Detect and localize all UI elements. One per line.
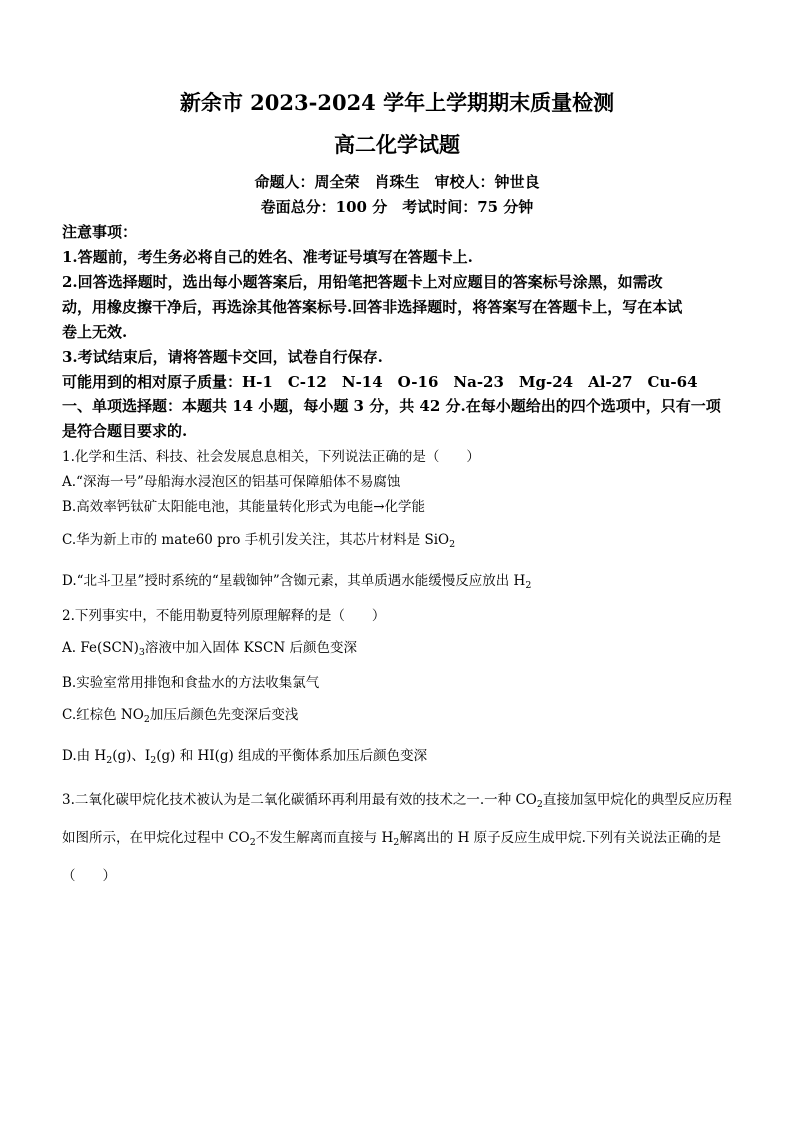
q2-option-d: D.由 $H_2(g)$、$I_2(g)$ 和 HI(g) 组成的平衡体系加压后颜色变深 (62, 748, 428, 766)
q2-stem: 2.下列事实中，不能用勒夏特列原理解释的是（ ） (62, 608, 386, 624)
q2-option-c: C.红棕色 $NO_2$加压后颜色先变深后变浅 (62, 707, 299, 725)
notes-heading: 注意事项： (62, 223, 138, 241)
q1-option-b: B.高效率钙钛矿太阳能电池，其能量转化形式为电能→化学能 (62, 499, 426, 515)
section-1-heading: 一、单项选择题：本题共 14 小题，每小题 3 分，共 42 分.在每小题给出的四个选项中，只有一项是符合题目要求的. (62, 397, 721, 440)
q1-option-d: D.“北斗卫星”授时系统的“星载铷钟”含铷元素，其单质遇水能缓慢反应放出 $H_2$ (62, 573, 532, 591)
note-item-3: 3.考试结束后，请将答题卡交回，试卷自行保存. (62, 348, 383, 366)
q1-stem: 1.化学和生活、科技、社会发展息息相关，下列说法正确的是（ ） (62, 449, 480, 465)
exam-title: 新余市 2023-2024 学年上学期期末质量检测 (179, 90, 615, 115)
atomic-masses: 可能用到的相对原子质量：H-1 C-12 N-14 O-16 Na-23 Mg-24 Al-27 Cu-64 (62, 373, 698, 391)
note-item-2-line-2: 动，用橡皮擦干净后，再选涂其他答案标号.回答非选择题时，将答案写在答题卡上，写在本试 (62, 298, 683, 316)
q2-option-a: A. $Fe(SCN)_3$溶液中加入固体 KSCN 后颜色变深 (62, 640, 357, 658)
note-item-1: 1.答题前，考生务必将自己的姓名、准考证号填写在答题卡上. (62, 248, 473, 266)
exam-subtitle: 高二化学试题 (334, 132, 460, 157)
q1-option-c: C.华为新上市的 mate60 pro 手机引发关注，其芯片材料是 SiO$_2$ (62, 532, 456, 550)
q1-option-a: A.“深海一号”母船海水浸泡区的铝基可保障船体不易腐蚀 (62, 474, 401, 490)
note-item-2-line-1: 2.回答选择题时，选出每小题答案后，用铅笔把答题卡上对应题目的答案标号涂黑，如需改 (62, 273, 663, 291)
exam-info-line: 卷面总分：100 分 考试时间：75 分钟 (260, 198, 534, 216)
q2-option-b: B.实验室常用排饱和食盐水的方法收集氯气 (62, 675, 320, 691)
note-item-2-line-3: 卷上无效. (62, 323, 128, 341)
authors-line: 命题人：周全荣 肖珠生 审校人：钟世良 (254, 173, 540, 191)
q3-stem: 3.二氧化碳甲烷化技术被认为是二氧化碳循环再利用最有效的技术之一.一种 $CO_2$直接加氢甲烷化的典型反应历程如图所示，在甲烷化过程中 $CO_2$不发生解离而直接与 $H_2$解离出的 H 原子反应生成甲烷.下列有关说法正确的是（ ） (62, 792, 732, 884)
